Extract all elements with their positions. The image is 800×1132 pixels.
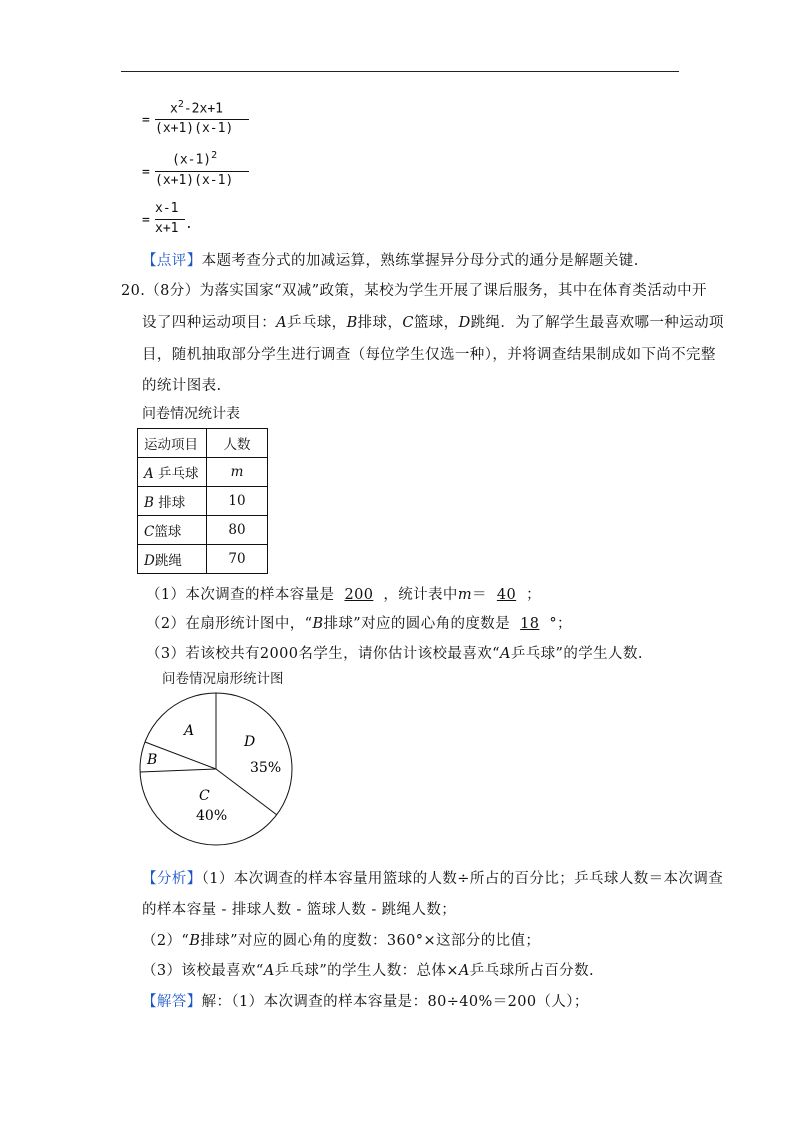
answer-blank: 200 (344, 587, 374, 603)
table-row (138, 458, 268, 487)
equals-sign: = (142, 165, 150, 180)
comment-text: 本题考查分式的加减运算，熟练掌握异分母分式的通分是解题关键. (201, 253, 639, 269)
table-title: 问卷情况统计表 (142, 406, 240, 422)
table-header: 运动项目 (138, 429, 207, 458)
answer-blank: 18 (520, 616, 540, 632)
answer-blank: 40 (496, 587, 517, 603)
question-3: （3）若该校共有2000名学生，请你估计该校最喜欢“A乒乓球”的学生人数. (146, 646, 643, 662)
pie-chart (130, 685, 310, 865)
comment-line (142, 249, 639, 270)
stats-table (137, 428, 268, 574)
equals-sign: = (142, 213, 150, 228)
fraction-denominator: (x+1)(x-1) (155, 121, 234, 136)
fraction-bar (155, 219, 185, 220)
fraction-numerator: $(x-1)^2$ (172, 150, 218, 168)
pie-title: 问卷情况扇形统计图 (162, 671, 284, 687)
table-cell: C篮球 (138, 516, 207, 545)
table-cell: B 排球 (138, 487, 207, 516)
problem-line-4: 的统计图表. (142, 378, 222, 394)
table-cell: 10 (207, 487, 268, 516)
comment-tag: 【点评】 (142, 253, 202, 269)
fraction-numerator: x-1 (155, 201, 179, 216)
table-cell: m (207, 458, 268, 487)
table-cell: 80 (207, 516, 268, 545)
pie-label-a: A (184, 723, 195, 739)
problem-line-1: 20.（8分）为落实国家“双减”政策，某校为学生开展了课后服务，其中在体育类活动中开 (121, 283, 707, 299)
answer-tag: 【解答】 (142, 994, 202, 1010)
problem-number: 20. (121, 283, 146, 299)
answer-line: 【解答】解：（1）本次调查的样本容量是：80÷40%＝200（人）； (142, 994, 589, 1010)
analysis-line-2: 的样本容量 - 排球人数 - 篮球人数 - 跳绳人数； (142, 902, 457, 918)
table-row (138, 516, 268, 545)
pie-value-d: 35% (250, 760, 282, 776)
fraction-bar (155, 171, 249, 172)
table-row (138, 545, 268, 574)
table-cell: A 乒乓球 (138, 458, 207, 487)
fraction-numerator: $x^2-2x+1$ (170, 99, 223, 117)
table-header: 人数 (207, 429, 268, 458)
pie-label-d: D (244, 734, 256, 750)
problem-line-3: 目，随机抽取部分学生进行调查（每位学生仅选一种），并将调查结果制成如下尚不完整 (142, 347, 716, 363)
equals-sign: = (142, 113, 150, 128)
fraction-denominator: x+1 (155, 221, 179, 236)
fraction-denominator: (x+1)(x-1) (155, 173, 234, 188)
question-2: （2）在扇形统计图中，“B排球”对应的圆心角的度数是 18 °； (146, 616, 572, 632)
table-cell: 70 (207, 545, 268, 574)
analysis-line-1: 【分析】（1）本次调查的样本容量用篮球的人数÷所占的百分比；乒乓球人数＝本次调查 (142, 871, 724, 887)
pie-label-b: B (147, 752, 158, 768)
pie-label-c: C (199, 788, 210, 804)
question-1: （1）本次调查的样本容量是 200 ，统计表中m＝ 40 ； (146, 587, 542, 603)
table-header-row (138, 429, 268, 458)
table-cell: D跳绳 (138, 545, 207, 574)
table-row (138, 487, 268, 516)
analysis-line-4: （3）该校最喜欢“A乒乓球”的学生人数：总体×A乒乓球所占百分数. (142, 963, 594, 979)
analysis-line-3: （2）“B排球”对应的圆心角的度数：360°×这部分的比值； (142, 933, 541, 949)
period: . (185, 217, 193, 232)
fraction-bar (155, 119, 249, 120)
analysis-tag: 【分析】 (142, 871, 202, 887)
header-rule (121, 71, 679, 72)
problem-line-2: 设了四种运动项目：A乒乓球，B排球，C篮球，D跳绳．为了解学生最喜欢哪一种运动项 (142, 315, 724, 331)
pie-value-c: 40% (196, 808, 228, 824)
